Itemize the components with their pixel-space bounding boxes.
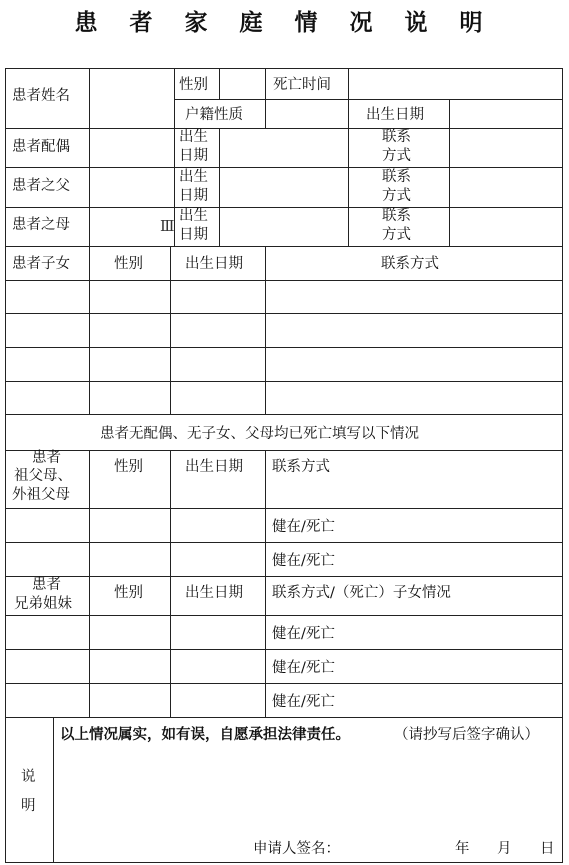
grandparents-label-line2: 祖父母、 — [14, 468, 72, 484]
father-label: 患者之父 — [12, 178, 70, 194]
birth-label-line1: 出生 — [179, 129, 208, 145]
death-time-field[interactable] — [349, 69, 562, 99]
father-birth-date-field[interactable] — [220, 168, 348, 207]
rule — [5, 717, 563, 718]
signature-field[interactable] — [350, 836, 450, 860]
rule — [348, 128, 349, 246]
patient-name-field[interactable] — [90, 69, 174, 128]
contact-label-line2: 方式 — [382, 148, 411, 164]
birth-date-header: 出生日期 — [185, 585, 243, 601]
grandparents-label-line1: 患者 — [32, 450, 61, 466]
alive-dead-text: 健在/死亡 — [272, 553, 335, 569]
contact-label-line1: 联系 — [382, 169, 411, 185]
patient-name-label: 患者姓名 — [12, 88, 70, 104]
contact-header: 联系方式 — [272, 459, 330, 475]
contact-label-line2: 方式 — [382, 188, 411, 204]
spouse-name-field[interactable] — [90, 129, 174, 167]
sibling-contact-header: 联系方式/（死亡）子女情况 — [272, 585, 451, 601]
household-type-label: 户籍性质 — [185, 107, 243, 123]
siblings-label-line2: 兄弟姐妹 — [14, 596, 72, 612]
mother-label: 患者之母 — [12, 217, 70, 233]
gender-header: 性别 — [114, 256, 143, 272]
spouse-contact-field[interactable] — [450, 129, 562, 167]
month-label: 月 — [497, 841, 512, 857]
rule — [170, 450, 171, 717]
declaration-note: （请抄写后签字确认） — [394, 727, 539, 743]
declaration-copy-area[interactable] — [54, 760, 562, 820]
rule — [89, 246, 90, 414]
household-type-field[interactable] — [266, 100, 348, 128]
children-label: 患者子女 — [12, 256, 70, 272]
birth-label-line2: 日期 — [179, 188, 208, 204]
no-family-notice: 患者无配偶、无子女、父母均已死亡填写以下情况 — [100, 426, 419, 442]
text-cursor-icon: Ⅲ — [160, 217, 175, 235]
mother-contact-field[interactable] — [450, 208, 562, 246]
death-time-label: 死亡时间 — [273, 77, 331, 93]
explanation-label-line1: 说 — [21, 769, 36, 785]
alive-dead-text: 健在/死亡 — [272, 519, 335, 535]
birth-date-header: 出生日期 — [185, 459, 243, 475]
day-label: 日 — [540, 841, 555, 857]
alive-dead-text: 健在/死亡 — [272, 660, 335, 676]
rule — [5, 414, 563, 415]
siblings-label-line1: 患者 — [32, 577, 61, 593]
contact-label-line1: 联系 — [382, 208, 411, 224]
father-contact-field[interactable] — [450, 168, 562, 207]
rule — [348, 99, 349, 128]
birth-label-line2: 日期 — [179, 227, 208, 243]
mother-birth-date-field[interactable] — [220, 208, 348, 246]
year-label: 年 — [455, 841, 470, 857]
birth-date-header: 出生日期 — [185, 256, 243, 272]
spouse-birth-date-field[interactable] — [220, 129, 348, 167]
contact-label-line1: 联系 — [382, 129, 411, 145]
rule — [265, 450, 266, 717]
gender-label: 性别 — [179, 77, 208, 93]
explanation-label-line2: 明 — [21, 798, 36, 814]
birth-label-line1: 出生 — [179, 169, 208, 185]
contact-label-line2: 方式 — [382, 227, 411, 243]
birth-label-line1: 出生 — [179, 208, 208, 224]
grandparents-label-line3: 外祖父母 — [12, 487, 70, 503]
birth-label-line2: 日期 — [179, 148, 208, 164]
birth-date-label: 出生日期 — [366, 107, 424, 123]
alive-dead-text: 健在/死亡 — [272, 626, 335, 642]
page-title: 患 者 家 庭 情 况 说 明 — [74, 9, 495, 36]
patient-gender-field[interactable] — [220, 69, 265, 99]
rule — [265, 246, 266, 414]
applicant-signature-label: 申请人签名： — [253, 841, 340, 857]
spouse-label: 患者配偶 — [12, 139, 70, 155]
patient-birth-date-field[interactable] — [450, 100, 562, 128]
contact-header: 联系方式 — [381, 256, 439, 272]
gender-header: 性别 — [114, 459, 143, 475]
father-name-field[interactable] — [90, 168, 174, 207]
declaration-text: 以上情况属实，如有误，自愿承担法律责任。 — [60, 727, 350, 743]
rule — [89, 450, 90, 717]
rule — [170, 246, 171, 414]
gender-header: 性别 — [114, 585, 143, 601]
alive-dead-text: 健在/死亡 — [272, 694, 335, 710]
